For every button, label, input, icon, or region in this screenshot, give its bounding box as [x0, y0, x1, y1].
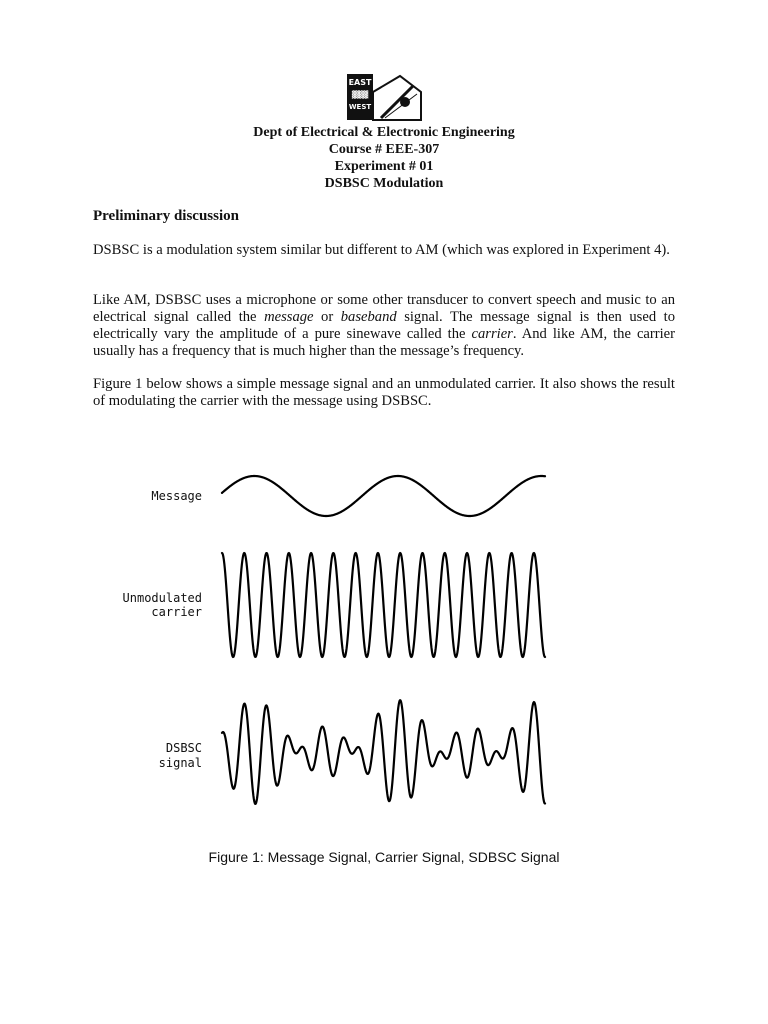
paragraph-2-text-a: Like AM, DSBSC uses a microphone or some other transducer to convert speech and music to an electrical signal called the — [93, 292, 675, 325]
dsbsc-label-line1: DSBSC — [165, 741, 202, 755]
paragraph-3: Figure 1 below shows a simple message signal and an unmodulated carrier. It also shows the result of modulating the carrier with the message using DSBSC. — [93, 376, 675, 409]
waveform-figure — [210, 460, 560, 840]
svg-text:▓▓▓: ▓▓▓ — [351, 91, 369, 99]
message-label: Message — [151, 489, 202, 503]
message-waveform — [222, 476, 545, 516]
carrier-term: carrier — [471, 326, 513, 342]
baseband-term: baseband — [340, 309, 397, 325]
svg-text:EAST: EAST — [348, 78, 372, 87]
dsbsc-waveform — [222, 700, 545, 804]
carrier-label-line2: carrier — [151, 605, 202, 619]
carrier-label-line1: Unmodulated — [122, 591, 202, 605]
paragraph-1: DSBSC is a modulation system similar but different to AM (which was explored in Experiment 4). — [93, 242, 670, 258]
dsbsc-label-line2: signal — [158, 756, 202, 770]
course-heading: Course # EEE-307 — [328, 142, 440, 157]
paragraph-2-text-b: or — [313, 309, 341, 325]
paragraph-2-text-d: . And like AM, the carrier usually has a frequency that is much higher than the message’s frequency. — [93, 326, 676, 359]
department-heading: Dept of Electrical & Electronic Engineering — [253, 125, 515, 140]
message-term: message — [264, 309, 314, 325]
university-logo — [345, 72, 423, 122]
figure-caption: Figure 1: Message Signal, Carrier Signal, SDBSC Signal — [208, 849, 560, 865]
paragraph-2 — [93, 292, 675, 360]
experiment-heading: Experiment # 01 — [334, 159, 434, 174]
carrier-waveform — [222, 553, 545, 657]
title-heading: DSBSC Modulation — [324, 176, 444, 191]
section-title: Preliminary discussion — [93, 208, 239, 224]
paragraph-2-text-c: signal. The message signal is then used to electrically vary the amplitude of a pure sinewave called the — [93, 309, 675, 342]
svg-text:WEST: WEST — [348, 103, 372, 111]
